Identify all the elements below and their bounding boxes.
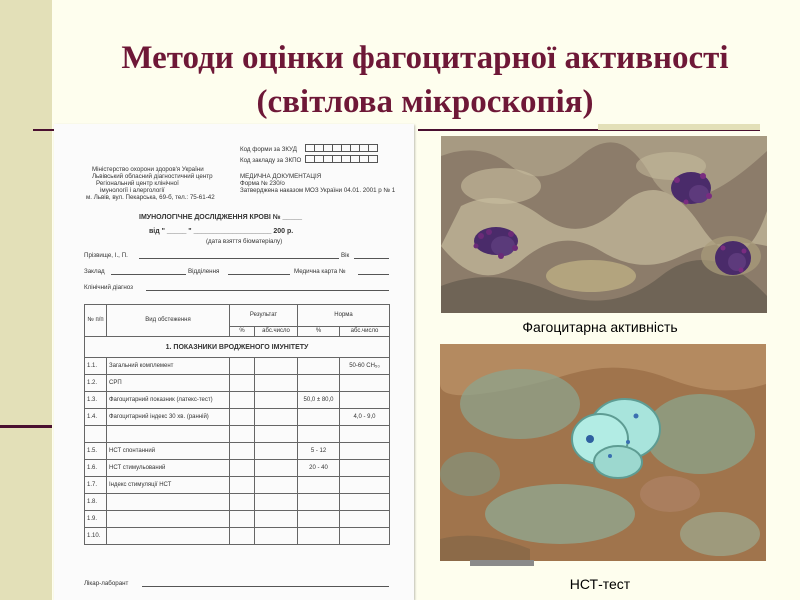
table-row	[85, 426, 390, 443]
col-header-num: № п/п	[85, 305, 107, 337]
row-num: 1.5.	[85, 443, 107, 460]
field-name-line	[139, 258, 339, 259]
row-result-abs	[255, 426, 298, 443]
field-department-label: Відділення	[188, 268, 220, 275]
row-test-name: Загальний комплемент	[107, 358, 230, 375]
row-norm-abs	[340, 528, 390, 545]
table-row	[85, 358, 390, 375]
title-line-2: (світлова мікроскопія)	[256, 84, 594, 120]
row-norm-abs	[340, 426, 390, 443]
row-norm-abs	[340, 460, 390, 477]
row-result-pct	[230, 460, 255, 477]
col-header-norm-pct: %	[298, 327, 340, 337]
col-header-result: Результат	[230, 305, 298, 327]
scanned-lab-form	[54, 124, 414, 600]
row-result-abs	[255, 392, 298, 409]
row-num: 1.10.	[85, 528, 107, 545]
table-row	[85, 511, 390, 528]
field-name-label: Прізвище, І., П.	[84, 252, 128, 259]
row-result-abs	[255, 358, 298, 375]
row-norm-pct: 20 - 40	[298, 460, 340, 477]
col-header-norm: Норма	[298, 305, 390, 327]
row-result-abs	[255, 409, 298, 426]
row-test-name: НСТ стимульований	[107, 460, 230, 477]
nbt-test-micrograph	[440, 344, 766, 561]
header-left-line: Міністерство охорони здоров'я України	[92, 166, 204, 173]
zkpo-label: Код закладу за ЗКПО	[240, 157, 302, 164]
zkud-label: Код форми за ЗКУД	[240, 146, 297, 153]
table-row	[85, 528, 390, 545]
row-result-pct	[230, 511, 255, 528]
caption-phagocytic-activity: Фагоцитарна активність	[522, 319, 678, 335]
field-institution-line	[111, 274, 186, 275]
table-row	[85, 443, 390, 460]
row-result-pct	[230, 426, 255, 443]
row-num: 1.6.	[85, 460, 107, 477]
field-card-label: Медична карта №	[294, 268, 346, 275]
title-accent-block	[598, 124, 760, 130]
table-row	[85, 392, 390, 409]
row-test-name	[107, 511, 230, 528]
header-left-line: м. Львів, вул. Пекарська, 69-б, тел.: 75-61-42	[86, 194, 215, 201]
row-norm-abs	[340, 494, 390, 511]
row-result-abs	[255, 443, 298, 460]
header-right-line: МЕДИЧНА ДОКУМЕНТАЦІЯ	[240, 173, 322, 180]
date-line: від " _____ " ____________________ 200 р.	[149, 228, 294, 235]
row-norm-pct	[298, 375, 340, 392]
row-norm-pct	[298, 477, 340, 494]
row-num: 1.7.	[85, 477, 107, 494]
row-norm-abs	[340, 477, 390, 494]
row-test-name: НСТ спонтанний	[107, 443, 230, 460]
row-result-pct	[230, 528, 255, 545]
row-norm-pct	[298, 511, 340, 528]
row-norm-pct	[298, 358, 340, 375]
footer-label: Лікар-лаборант	[84, 580, 129, 587]
col-header-type: Вид обстеження	[107, 305, 230, 337]
row-result-pct	[230, 375, 255, 392]
row-num	[85, 426, 107, 443]
header-right-line: Затверджена наказом МОЗ України 04.01. 2001 р № 1	[240, 187, 396, 194]
row-result-abs	[255, 460, 298, 477]
table-header-row	[85, 305, 390, 327]
field-diagnosis-line	[146, 290, 389, 291]
row-result-abs	[255, 511, 298, 528]
row-result-abs	[255, 375, 298, 392]
row-test-name: Фагоцитарний показник (латекс-тест)	[107, 392, 230, 409]
row-test-name: Фагоцитарний індекс 30 хв. (ранній)	[107, 409, 230, 426]
field-institution-label: Заклад	[84, 268, 105, 275]
row-norm-abs	[340, 375, 390, 392]
table-row	[85, 494, 390, 511]
section-title: 1. ПОКАЗНИКИ ВРОДЖЕНОГО ІМУНІТЕТУ	[85, 337, 390, 358]
row-norm-pct	[298, 494, 340, 511]
row-test-name: СРП	[107, 375, 230, 392]
header-right-line: Форма № 230/о	[240, 180, 285, 187]
col-header-result-abs: абс.число	[255, 327, 298, 337]
caption-nbt-test: НСТ-тест	[569, 576, 631, 592]
slide-title	[60, 36, 790, 124]
field-diagnosis-label: Клінічний діагноз	[84, 284, 133, 291]
row-test-name	[107, 426, 230, 443]
row-norm-abs	[340, 443, 390, 460]
row-result-pct	[230, 443, 255, 460]
table-section-row	[85, 337, 390, 358]
left-sidebar-band	[0, 0, 52, 600]
row-norm-pct	[298, 528, 340, 545]
row-result-pct	[230, 392, 255, 409]
field-age-line	[354, 258, 389, 259]
row-num: 1.1.	[85, 358, 107, 375]
row-result-abs	[255, 528, 298, 545]
row-test-name	[107, 494, 230, 511]
row-norm-abs: 4,0 - 9,0	[340, 409, 390, 426]
row-test-name	[107, 528, 230, 545]
row-norm-pct: 50,0 ± 80,0	[298, 392, 340, 409]
row-result-abs	[255, 494, 298, 511]
row-result-pct	[230, 409, 255, 426]
row-num: 1.4.	[85, 409, 107, 426]
row-norm-abs	[340, 511, 390, 528]
row-num: 1.8.	[85, 494, 107, 511]
col-header-norm-abs: абс.число	[340, 327, 390, 337]
phagocytosis-micrograph	[441, 136, 767, 313]
row-norm-pct: 5 - 12	[298, 443, 340, 460]
row-num: 1.3.	[85, 392, 107, 409]
table-row	[85, 477, 390, 494]
immunology-results-table	[84, 304, 390, 545]
table-row	[85, 375, 390, 392]
sidebar-divider	[0, 425, 52, 428]
image-border-strip	[470, 560, 534, 566]
row-norm-pct	[298, 426, 340, 443]
zkud-code-boxes	[306, 144, 378, 152]
title-line-1: Методи оцінки фагоцитарної активності	[121, 40, 729, 76]
field-department-line	[228, 274, 290, 275]
row-num: 1.9.	[85, 511, 107, 528]
row-test-name: Індекс стимуляції НСТ	[107, 477, 230, 494]
row-result-abs	[255, 477, 298, 494]
table-row	[85, 409, 390, 426]
form-title: ІМУНОЛОГІЧНЕ ДОСЛІДЖЕННЯ КРОВІ № _____	[139, 214, 303, 221]
row-result-pct	[230, 494, 255, 511]
col-header-result-pct: %	[230, 327, 255, 337]
row-norm-abs	[340, 392, 390, 409]
row-num: 1.2.	[85, 375, 107, 392]
header-left-line: імунології і алергології	[100, 187, 165, 194]
header-left-line: Регіональний центр клінічної	[96, 180, 179, 187]
row-norm-pct	[298, 409, 340, 426]
row-result-pct	[230, 358, 255, 375]
row-result-pct	[230, 477, 255, 494]
date-note: (дата взяття біоматеріалу)	[206, 238, 283, 245]
footer-signature-line	[142, 586, 389, 587]
zkpo-code-boxes	[306, 155, 378, 163]
table-body	[85, 358, 390, 545]
table-row	[85, 460, 390, 477]
field-age-label: Вік	[341, 252, 350, 259]
row-norm-abs: 50-60 CH₅₀	[340, 358, 390, 375]
header-left-line: Львівський обласний діагностичний центр	[92, 173, 213, 180]
field-card-line	[358, 274, 389, 275]
